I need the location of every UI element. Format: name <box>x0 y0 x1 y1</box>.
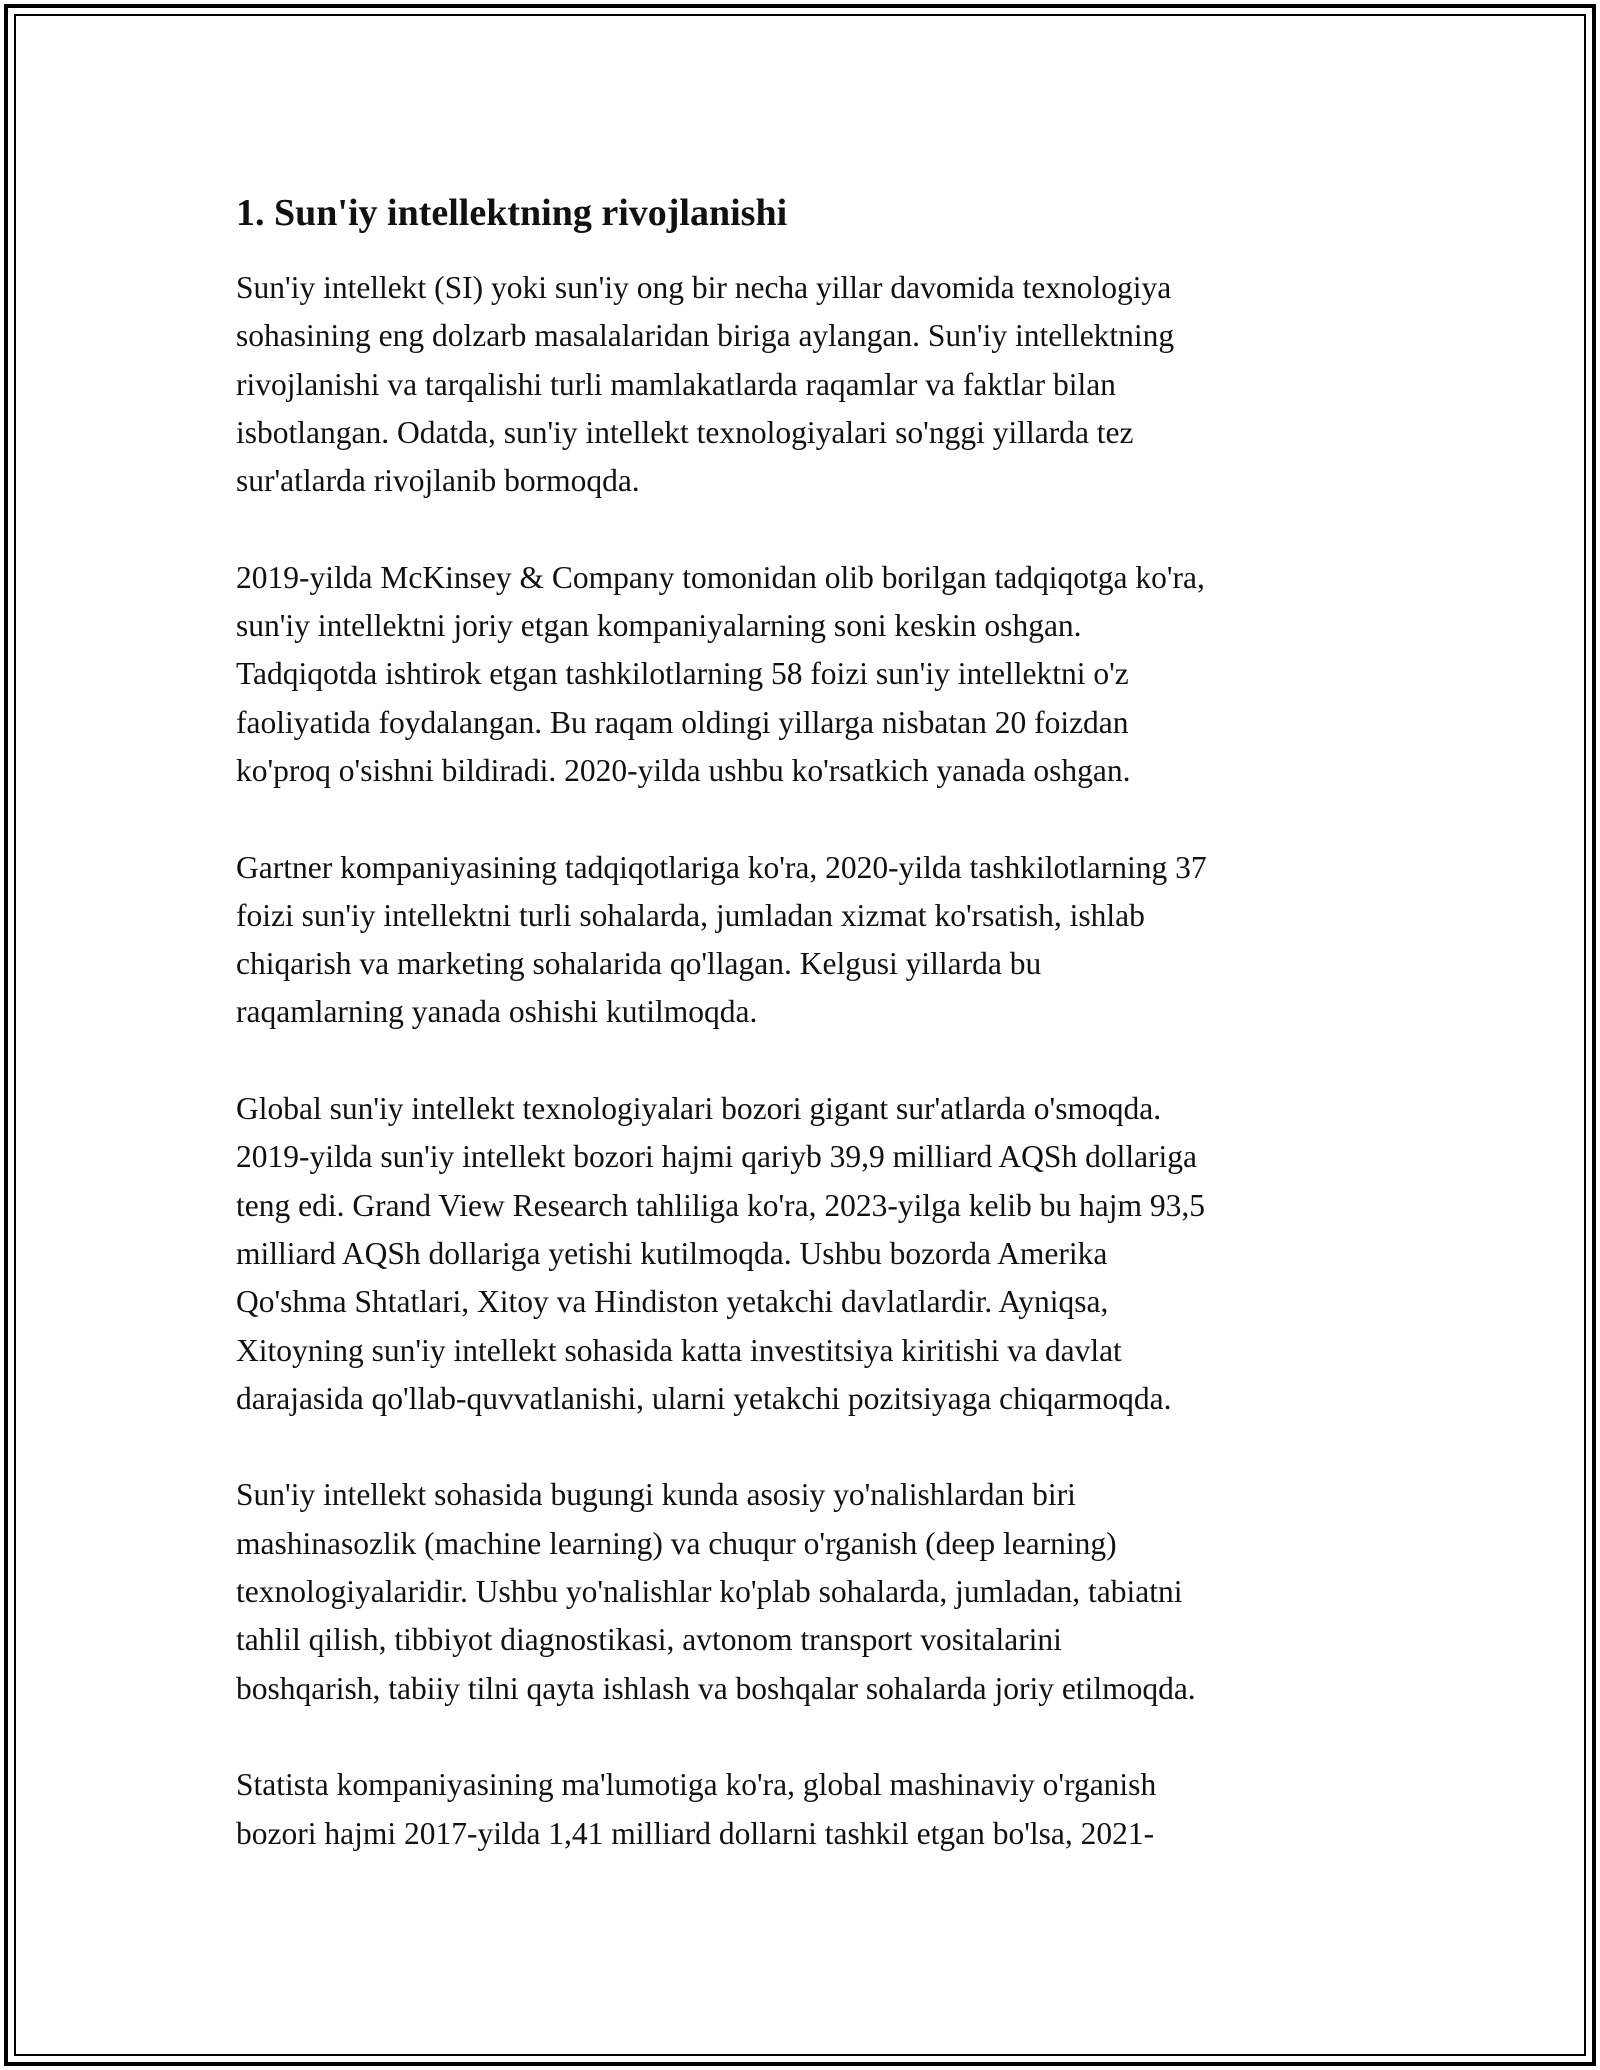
paragraph-1 <box>236 264 1386 505</box>
paragraph-6 <box>236 1761 1386 1858</box>
text-line: darajasida qo'llab-quvvatlanishi, ularni yetakchi pozitsiyaga chiqarmoqda. <box>236 1380 1172 1416</box>
text-line: ko'proq o'sishni bildiradi. 2020-yilda ushbu ko'rsatkich yanada oshgan. <box>236 752 1131 788</box>
document-body <box>236 186 1386 1906</box>
text-line: raqamlarning yanada oshishi kutilmoqda. <box>236 994 758 1030</box>
text-line: Sun'iy intellekt sohasida bugungi kunda asosiy yo'nalishlardan biri <box>236 1477 1076 1513</box>
text-line: Statista kompaniyasining ma'lumotiga ko'ra, global mashinaviy o'rganish <box>236 1767 1157 1803</box>
text-line: teng edi. Grand View Research tahliliga ko'ra, 2023-yilga kelib bu hajm 93,5 <box>236 1187 1205 1223</box>
section-heading: 1. Sun'iy intellektning rivojlanishi <box>236 192 788 234</box>
text-line: sur'atlarda rivojlanib bormoqda. <box>236 463 640 499</box>
text-line: chiqarish va marketing sohalarida qo'llagan. Kelgusi yillarda bu <box>236 946 1042 982</box>
paragraph-4 <box>236 1085 1386 1423</box>
text-line: Global sun'iy intellekt texnologiyalari bozori gigant sur'atlarda o'smoqda. <box>236 1091 1162 1127</box>
text-line: 2019-yilda McKinsey & Company tomonidan olib borilgan tadqiqotga ko'ra, <box>236 559 1205 595</box>
text-line: isbotlangan. Odatda, sun'iy intellekt texnologiyalari so'nggi yillarda tez <box>236 414 1134 450</box>
text-line: 2019-yilda sun'iy intellekt bozori hajmi qariyb 39,9 milliard AQSh dollariga <box>236 1139 1198 1175</box>
text-line: mashinasozlik (machine learning) va chuqur o'rganish (deep learning) <box>236 1525 1117 1561</box>
paragraph-2 <box>236 554 1386 795</box>
text-line: Xitoyning sun'iy intellekt sohasida katta investitsiya kiritishi va davlat <box>236 1332 1122 1368</box>
text-line: tahlil qilish, tibbiyot diagnostikasi, avtonom transport vositalarini <box>236 1622 1062 1658</box>
text-line: faoliyatida foydalangan. Bu raqam oldingi yillarga nisbatan 20 foizdan <box>236 704 1129 740</box>
text-line: foizi sun'iy intellektni turli sohalarda, jumladan xizmat ko'rsatish, ishlab <box>236 897 1145 933</box>
text-line: Sun'iy intellekt (SI) yoki sun'iy ong bir necha yillar davomida texnologiya <box>236 270 1172 305</box>
paragraph-5 <box>236 1471 1386 1712</box>
text-line: boshqarish, tabiiy tilni qayta ishlash va boshqalar sohalarda joriy etilmoqda. <box>236 1670 1196 1706</box>
paragraph-3 <box>236 844 1386 1037</box>
text-line: milliard AQSh dollariga yetishi kutilmoqda. Ushbu bozorda Amerika <box>236 1235 1108 1271</box>
text-line: Tadqiqotda ishtirok etgan tashkilotlarning 58 foizi sun'iy intellektni o'z <box>236 656 1129 692</box>
text-line: Gartner kompaniyasining tadqiqotlariga ko'ra, 2020-yilda tashkilotlarning 37 <box>236 849 1207 885</box>
text-line: rivojlanishi va tarqalishi turli mamlakatlarda raqamlar va faktlar bilan <box>236 366 1116 402</box>
text-line: sohasining eng dolzarb masalalaridan biriga aylangan. Sun'iy intellektning <box>236 318 1175 354</box>
text-line: Qo'shma Shtatlari, Xitoy va Hindiston yetakchi davlatlardir. Ayniqsa, <box>236 1284 1109 1320</box>
text-line: texnologiyalaridir. Ushbu yo'nalishlar ko'plab sohalarda, jumladan, tabiatni <box>236 1574 1183 1610</box>
text-line: sun'iy intellektni joriy etgan kompaniyalarning soni keskin oshgan. <box>236 608 1082 644</box>
text-line: bozori hajmi 2017-yilda 1,41 milliard dollarni tashkil etgan bo'lsa, 2021- <box>236 1815 1155 1851</box>
